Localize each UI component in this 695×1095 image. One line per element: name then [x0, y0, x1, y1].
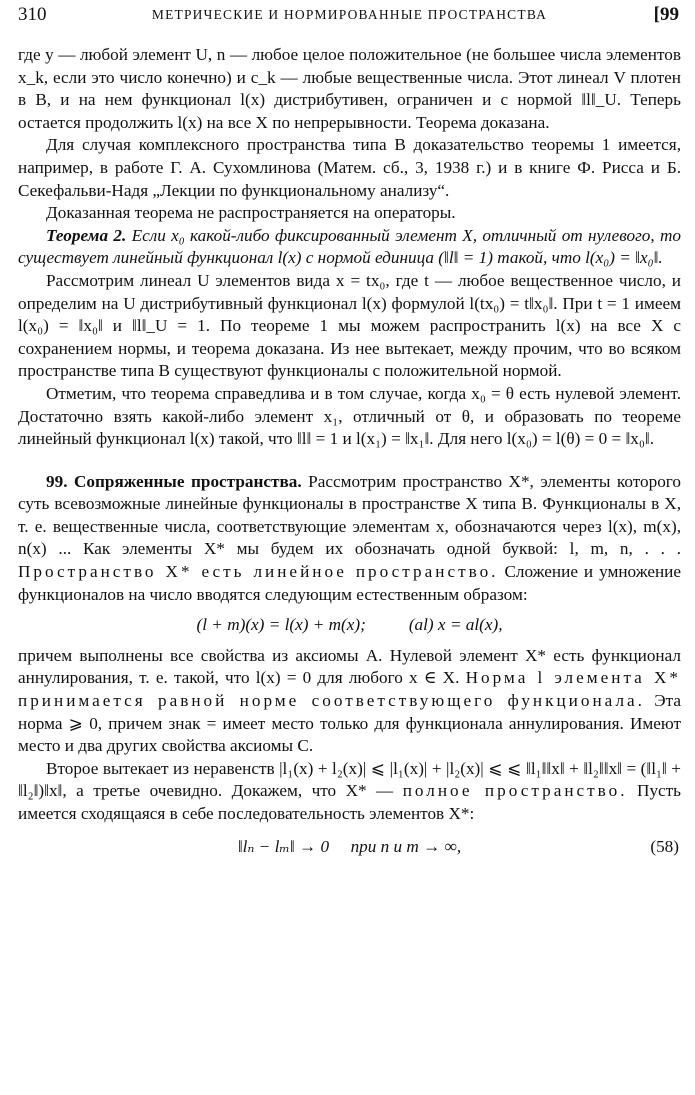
- theorem-statement: Если x₀ какой-либо фиксированный элемент X, отличный от нулевого, то существует линейный функционал l(x) с нормой единица (‖l‖ = 1) такой, что l(x₀) = ‖x₀‖.: [18, 225, 682, 268]
- section-marker: [99: [653, 4, 679, 25]
- theorem-label: Теорема 2.: [46, 225, 127, 245]
- spaced-statement-linear: Пространство X* есть линейное пространство.: [18, 562, 499, 582]
- axiom-a-text: причем выполнены все свойства из аксиомы A. Нулевой элемент X* есть функционал аннулирования, т. е. такой, что l(x) = 0 для любого x ∈ X.: [18, 645, 681, 688]
- paragraph-complex-case: Для случая комплексного пространства типа B доказательство теоремы 1 имеется, например, в работе Г. А. Сухомлинова (Матем. сб., 3, 1938 г.) и в книге Ф. Рисса и Б. Секефальви-Надя „Лекции по функциональному анализу“.: [18, 135, 681, 200]
- section-intro: Рассмотрим пространство X*, элементы которого суть всевозможные линейные функционалы в пространстве X типа B. Функционалы в X, т. е. вещественные числа, соответствующие элементам x, обозначаются через l(x), m(x), n(x) ... Как элементы X* мы будем их обозначать одной буквой: l, m, n, . . .: [18, 471, 682, 559]
- norm-properties: Эта норма ⩾ 0, причем знак = имеет место только для функционала аннулирования. Имеют место и два других свойства аксиомы C.: [18, 691, 681, 756]
- equation-number: (58): [650, 836, 679, 856]
- addition-intro: Сложение и умножение функционалов на число вводятся следующим естественным образом:: [18, 562, 681, 604]
- formula-operations: (l + m)(x) = l(x) + m(x); (al) x = al(x),: [196, 615, 503, 635]
- inequality-text: Второе вытекает из неравенств |l₁(x) + l₂(x)| ⩽ |l₁(x)| + |l₂(x)| ⩽ ⩽ ‖l₁‖‖x‖ + ‖l₂‖‖x‖ = (‖l₁‖ + ‖l₂‖)‖x‖, а третье очевидно. Докажем, что X* —: [18, 758, 681, 801]
- paragraph-proof-end: где y — любой элемент U, n — любое целое положительное (не большее числа элементов x_k, если это число конечно) и c_k — любые вещественные числа. Этот линеал V плотен в B, и на нем функционал l(x) дистрибутивен, ограничен и с нормой ‖l‖_U. Теперь остается продолжить l(x) на все X по непрерывности. Теорема доказана.: [18, 45, 681, 132]
- running-title: МЕТРИЧЕСКИЕ И НОРМИРОВАННЫЕ ПРОСТРАНСТВА: [151, 7, 548, 22]
- paragraph-zero-norm: [18, 645, 681, 758]
- section-heading: 99. Сопряженные пространства.: [46, 471, 302, 491]
- formula-cauchy: ‖lₙ − lₘ‖ → 0 при n и m → ∞,: [237, 836, 462, 856]
- paragraph-operators-note: Доказанная теорема не распространяется на операторы.: [46, 203, 456, 223]
- page-header: [18, 4, 681, 30]
- paragraph-theorem-proof: Рассмотрим линеал U элементов вида x = tx₀, где t — любое вещественное число, и определим на U дистрибутивный функционал l(x) формулой l(tx₀) = t‖x₀‖. При t = 1 имеем l(x₀) = ‖x₀‖ и ‖l‖_U = 1. По теореме 1 мы можем распространить l(x) на все X с сохранением нормы, и теорема доказана. Из нее вытекает, между прочим, что во всяком пространстве типа B существуют функционалы с положительной нормой.: [18, 270, 681, 381]
- paragraph-zero-element: Отметим, что теорема справедлива и в том случае, когда x₀ = θ есть нулевой элемент. Достаточно взять какой-либо элемент x₁, отличный от θ, и образовать по теореме линейный функционал l(x) такой, что ‖l‖ = 1 и l(x₁) = ‖x₁‖. Для него l(x₀) = l(θ) = 0 = ‖x₀‖.: [18, 383, 681, 449]
- spaced-statement-norm: Норма l элемента X* принимается равной норме соответствующего функционала.: [18, 668, 681, 711]
- page-number: 310: [18, 4, 47, 25]
- sequence-intro: Пусть имеется сходящаяся в себе последовательность элементов X*:: [18, 781, 682, 823]
- theorem-2: [18, 225, 681, 270]
- section-99: [18, 471, 681, 607]
- paragraph-completeness: [18, 758, 681, 826]
- formula-58: [18, 832, 681, 862]
- spaced-statement-complete: полное пространство.: [402, 781, 628, 801]
- page-body: [18, 44, 681, 862]
